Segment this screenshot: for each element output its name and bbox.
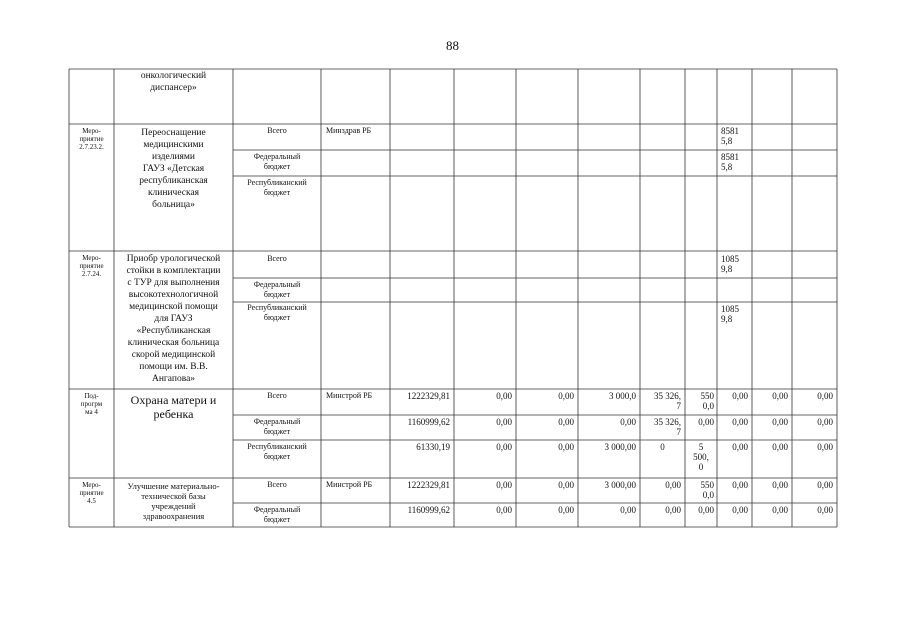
row2-src-total: Всего: [267, 254, 287, 263]
row3-total-cell: 1222329,81: [407, 391, 450, 401]
row3-total-cell: 550 0,0: [700, 391, 714, 411]
row1-exec: Минздрав РБ: [326, 126, 372, 135]
row4-total-cell: 0,00: [817, 480, 833, 490]
row3-rep-cell: 5 500, 0: [693, 442, 709, 472]
row3-src-total: Всего: [267, 391, 287, 400]
row3-total-cell: 35 326, 7: [654, 391, 681, 411]
row2-v-total: 1085 9,8: [721, 254, 739, 274]
row4-name: Улучшение материально- технической базы учреждений здравоохранения: [127, 481, 220, 521]
row3-total-cell: 0,00: [772, 391, 788, 401]
page-number: 88: [446, 38, 459, 53]
row0-name: онкологический диспансер»: [140, 71, 207, 93]
row2-name: Приобр урологической стойки в комплектации с ТУР для выполнения высокотехнологичной медицинской помощи для ГАУЗ «Республиканская клиническая больница скорой медицинской помощи им. В.В. Ангапова»: [126, 254, 221, 384]
row3-rep-cell: 0,00: [772, 442, 788, 452]
row3-fed-cell: 1160999,62: [407, 417, 450, 427]
row4-fed-cell: 0,00: [558, 505, 574, 515]
row1-src-total: Всего: [267, 126, 287, 135]
row3-total-cell: 0,00: [817, 391, 833, 401]
row1-code: Меро- приятие 2.7.23.2.: [79, 127, 104, 151]
row3-name: Охрана матери и ребенка: [130, 393, 217, 421]
row3-code: Под- прогрм ма 4: [80, 392, 103, 416]
row3-total-cell: 3 000,0: [609, 391, 636, 401]
row1-v-fed: 8581 5,8: [721, 152, 739, 172]
row3-rep-cell: 61330,19: [416, 442, 450, 452]
row3-fed-cell: 0,00: [558, 417, 574, 427]
row2-code: Меро- приятие 2.7.24.: [79, 254, 104, 278]
row3-total-cell: 0,00: [496, 391, 512, 401]
row3-rep-cell: 0,00: [732, 442, 748, 452]
row4-fed-cell: 0,00: [732, 505, 748, 515]
row3-rep-cell: 0,00: [817, 442, 833, 452]
row4-src-total: Всего: [267, 480, 287, 489]
row4-total-cell: 3 000,00: [604, 480, 636, 490]
row4-total-cell: 0,00: [732, 480, 748, 490]
row3-rep-cell: 0,00: [496, 442, 512, 452]
row3-fed-cell: 0,00: [817, 417, 833, 427]
row2-v-rep: 1085 9,8: [721, 304, 739, 324]
row3-exec: Минстрой РБ: [326, 391, 373, 400]
row3-src-rep: Республиканский бюджет: [247, 442, 307, 461]
row1-src-fed: Федеральный бюджет: [253, 152, 301, 171]
row3-fed-cell: 0,00: [620, 417, 636, 427]
row1-name: Переоснащение медицинскими изделиями ГАУЗ «Детская республиканская клиническая больница»: [139, 128, 208, 210]
row3-src-fed: Федеральный бюджет: [253, 417, 301, 436]
row3-fed-cell: 0,00: [698, 417, 714, 427]
row2-src-fed: Федеральный бюджет: [253, 280, 301, 299]
row3-rep-cell: 0,00: [558, 442, 574, 452]
row4-fed-cell: 0,00: [772, 505, 788, 515]
row4-total-cell: 0,00: [665, 480, 681, 490]
row4-total-cell: 0,00: [558, 480, 574, 490]
row4-fed-cell: 0,00: [665, 505, 681, 515]
row1-src-rep: Республиканский бюджет: [247, 178, 307, 197]
row4-total-cell: 0,00: [496, 480, 512, 490]
row1-v-total: 8581 5,8: [721, 126, 739, 146]
row4-fed-cell: 0,00: [698, 505, 714, 515]
row3-rep-cell: 0: [660, 442, 665, 452]
row4-fed-cell: 1160999,62: [407, 505, 450, 515]
row3-rep-cell: 3 000,00: [604, 442, 636, 452]
row3-fed-cell: 0,00: [772, 417, 788, 427]
row3-fed-cell: 35 326, 7: [654, 417, 681, 437]
row3-fed-cell: 0,00: [732, 417, 748, 427]
row2-src-rep: Республиканский бюджет: [247, 303, 307, 322]
row4-total-cell: 0,00: [772, 480, 788, 490]
row4-fed-cell: 0,00: [496, 505, 512, 515]
row3-fed-cell: 0,00: [496, 417, 512, 427]
row4-exec: Минстрой РБ: [326, 480, 373, 489]
row4-code: Меро- приятие 4.5: [79, 481, 104, 505]
row3-total-cell: 0,00: [558, 391, 574, 401]
row3-total-cell: 0,00: [732, 391, 748, 401]
row4-fed-cell: 0,00: [817, 505, 833, 515]
row4-total-cell: 550 0,0: [700, 480, 714, 500]
row4-src-fed: Федеральный бюджет: [253, 505, 301, 524]
row4-fed-cell: 0,00: [620, 505, 636, 515]
row4-total-cell: 1222329,81: [407, 480, 450, 490]
